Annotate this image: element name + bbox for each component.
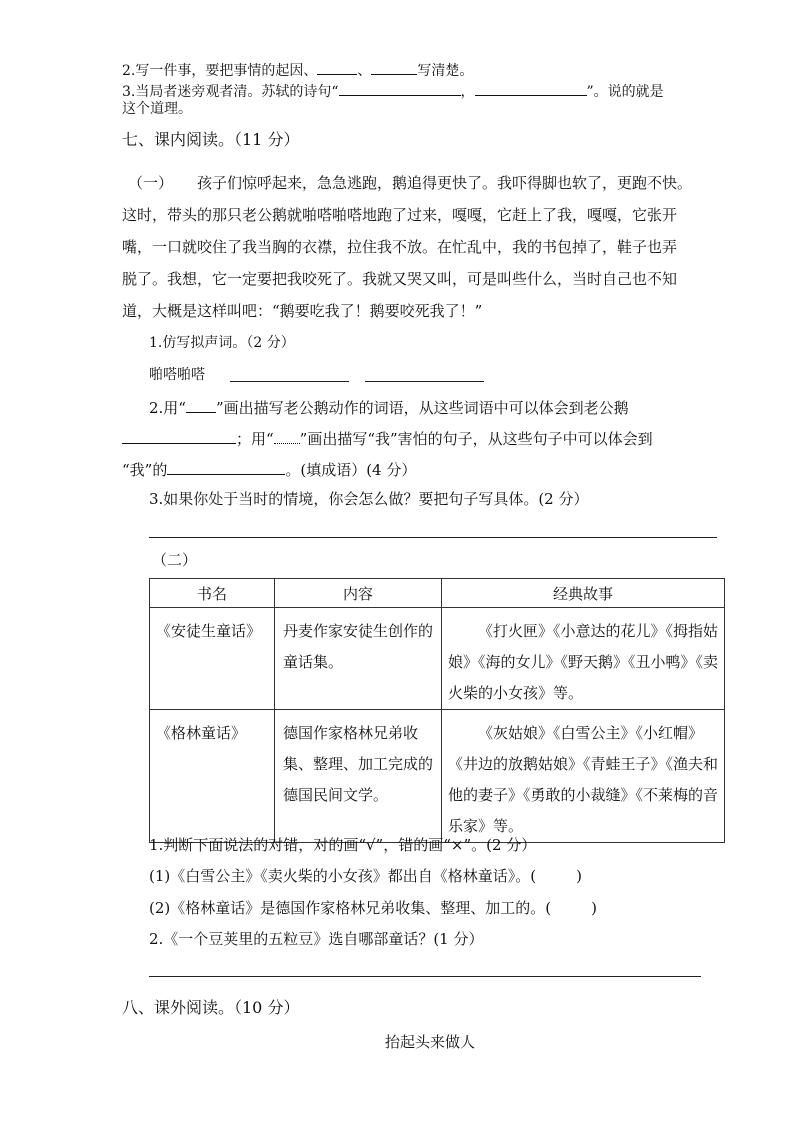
answer-blank[interactable] (317, 61, 357, 75)
fairy-tale-table (149, 578, 725, 843)
question-3-continuation: 这个道理。 (122, 101, 192, 117)
answer-line[interactable] (149, 976, 701, 977)
section-7-heading: 七、课内阅读。（11 分） (122, 130, 300, 149)
book-content: 丹麦作家安徒生创作的童话集。 (283, 622, 434, 671)
judge-item-1: (1)《白雪公主》《卖火柴的小女孩》都出自《格林童话》。( ) (149, 867, 582, 885)
answer-line[interactable] (365, 381, 484, 382)
answer-blank[interactable] (339, 82, 461, 96)
column-header: 经典故事 (442, 579, 725, 608)
book-stories: 《打火匣》《小意达的花儿》《拇指姑娘》《海的女儿》《野天鹅》《丑小鸭》《卖火柴的小女孩》等。 (448, 622, 719, 702)
question-3: 3.如果你处于当时的情境，你会怎么做？要把句子写具体。(2 分） (149, 490, 589, 508)
question-2-line-1: 2.用“ ”画出描写老公鹅动作的词语，从这些词语中可以体会到老公鹅 (149, 399, 629, 417)
passage-line: 这时，带头的那只老公鹅就啪嗒啪嗒地跑了过来，嘎嘎，它赶上了我，嘎嘎，它张开 (122, 206, 678, 224)
table-row (150, 608, 725, 710)
question-fairy-tale-source: 2.《一个豆荚里的五粒豆》选自哪部童话？(1 分） (149, 930, 484, 948)
book-stories: 《灰姑娘》《白雪公主》《小红帽》《井边的放鹅姑娘》《青蛙王子》《渔夫和他的妻子》《勇敢的小裁缝》《不莱梅的音乐家》等。 (448, 724, 719, 835)
answer-blank[interactable] (475, 82, 587, 96)
answer-blank[interactable] (167, 461, 285, 475)
answer-blank[interactable] (371, 61, 417, 75)
table-row (150, 710, 725, 843)
straight-underline-sample (186, 399, 216, 413)
column-header: 书名 (150, 579, 275, 608)
answer-line[interactable] (230, 381, 349, 382)
passage-line: 道，大概是这样叫吧：“鹅要吃我了！鹅要咬死我了！” (122, 302, 483, 320)
book-name: 《格林童话》 (156, 724, 247, 742)
passage-2-tag: （二） (152, 551, 198, 569)
judge-item-2: (2)《格林童话》是德国作家格林兄弟收集、整理、加工的。( ) (149, 899, 597, 917)
table-header-row (150, 579, 725, 608)
question-1: 1.仿写拟声词。（2 分） (149, 335, 295, 351)
passage-line: 脱了。我想，它一定要把我咬死了。我就又哭又叫，可是叫些什么，当时自己也不知 (122, 270, 678, 288)
answer-line[interactable] (149, 537, 717, 538)
wavy-underline-sample (274, 433, 300, 444)
passage-1-tag: （一） (128, 174, 174, 192)
book-content: 德国作家格林兄弟收集、整理、加工完成的德国民间文学。 (283, 724, 434, 804)
column-header: 内容 (275, 579, 442, 608)
question-3-line: 3.当局者迷旁观者清。苏轼的诗句“ ， ”。说的就是 (122, 84, 664, 100)
answer-blank[interactable] (122, 430, 236, 444)
judge-question: 1.判断下面说法的对错，对的画“√”，错的画“×”。(2 分） (149, 836, 537, 854)
article-title: 抬起头来做人 (385, 1033, 476, 1051)
question-2-line-2: ；用“ ”画出描写“我”害怕的句子，从这些句子中可以体会到 (122, 430, 653, 447)
passage-line: 嘴，一口就咬住了我当胸的衣襟，拉住我不放。在忙乱中，我的书包掉了，鞋子也弄 (122, 238, 678, 256)
passage-line: 孩子们惊呼起来，急急逃跑，鹅追得更快了。我吓得脚也软了，更跑不快。 (197, 174, 693, 192)
question-2-line-3: “我”的 。(填成语）(4 分） (122, 461, 417, 479)
onomatopoeia-example: 啪嗒啪嗒 (149, 367, 205, 383)
section-8-heading: 八、课外阅读。（10 分） (122, 998, 300, 1017)
book-name: 《安徒生童话》 (156, 622, 262, 640)
question-2-line: 2.写一件事，要把事情的起因、 、 写清楚。 (122, 63, 474, 79)
